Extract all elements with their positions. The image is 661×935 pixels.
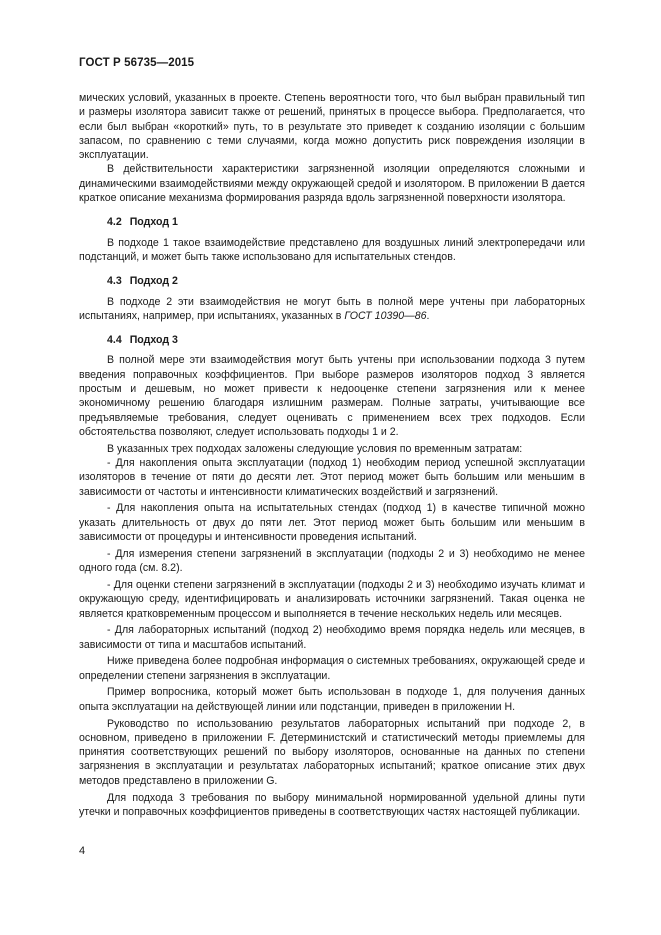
document-body xyxy=(79,91,585,819)
section-title: Подход 3 xyxy=(129,334,178,347)
text-run: . xyxy=(426,309,430,322)
section-4-4-paragraph-6: Для подхода 3 требования по выбору минимальной нормированной удельной длины пути утечки и поправочных коэффициентов приведены в соответствующих частях настоящей публикации. xyxy=(79,791,585,818)
section-number: 4.3 xyxy=(107,275,122,288)
text-run: В подходе 2 эти взаимодействия не могут быть в полной мере учтены при лабораторных испытаниях, например, при испытаниях, указанных в xyxy=(79,295,585,322)
list-item: - Для лабораторных испытаний (подход 2) необходимо время порядка недель или месяцев, в зависимости от типа и масштабов испытаний. xyxy=(79,624,585,651)
list-item: - Для накопления опыта эксплуатации (подход 1) необходим период успешной эксплуатации изоляторов в течение от пяти до десяти лет. Этот период может быть большим или меньшим в зависимости от частоты и интенсивности климатических воздействий и загрязнений. xyxy=(79,457,585,498)
section-4-4-paragraph-4: Пример вопросника, который может быть использован в подходе 1, для получения данных опыта эксплуатации на действующей линии или подстанции, приведен в приложении Н. xyxy=(79,686,585,713)
list-item: - Для измерения степени загрязнений в эксплуатации (подходы 2 и 3) необходимо не менее одного года (см. 8.2). xyxy=(79,547,585,575)
intro-paragraph-1: мических условий, указанных в проекте. Степень вероятности того, что был выбран правильный тип и размеры изолятора зависит также от решений, принятых в процессе выбора. Предполагается, что если был выбран «короткий» путь, то в результате это приведет к созданию изоляции с большим запасом, по сравнению с теми случаями, когда можно допустить риск повреждения изоляции в эксплуатации. xyxy=(79,92,585,162)
section-number: 4.4 xyxy=(107,334,122,347)
section-4-4-paragraph-5: Руководство по использованию результатов лабораторных испытаний при подходе 2, в основном, приведено в приложении F. Детерминистский и статистический методы приемлемы для принятия соответствующих решений по выбору изоляторов, основанные на данных по степени загрязнения в эксплуатации и результатах лабораторных испытаний; краткое описание этих двух методов представлено в приложении G. xyxy=(79,717,585,787)
list-item: - Для накопления опыта на испытательных стендах (подход 1) в качестве типичной можно указать длительность от двух до пяти лет. Этот период может быть большим или меньшим в зависимости от процедуры и интенсивности проведения испытаний. xyxy=(79,502,585,544)
section-title: Подход 2 xyxy=(129,275,178,288)
section-number: 4.2 xyxy=(107,216,122,229)
standard-reference: ГОСТ 10390—86 xyxy=(344,309,427,322)
section-4-4-paragraph-3: Ниже приведена более подробная информация о системных требованиях, окружающей среде и определении степени загрязнения в эксплуатации. xyxy=(79,655,585,682)
section-heading-4-2 xyxy=(107,215,585,229)
section-heading-4-4 xyxy=(107,333,585,347)
section-heading-4-3 xyxy=(107,274,585,288)
list-item: - Для оценки степени загрязнений в эксплуатации (подходы 2 и 3) необходимо изучать климат и окружающую среду, идентифицировать и анализировать источники загрязнений. Такая оценка не является кратковременным процессом и выполняется в течение нескольких недель или месяцев. xyxy=(79,578,585,620)
document-id-header: ГОСТ Р 56735—2015 xyxy=(79,57,195,69)
section-4-3-paragraph xyxy=(79,295,585,324)
section-4-4-paragraph-1: В полной мере эти взаимодействия могут быть учтены при использовании подхода 3 путем введения поправочных коэффициентов. При выборе размеров изоляторов подход 3 является простым и дешевым, но может привести к недооценке степени загрязнения или к менее экономичному решению благодаря излишним размерам. Полные затраты, учитывающие все предъявляемые требования, следует оценивать с применением всех трех подходов. Если обстоятельства позволяют, следует использовать подходы 1 и 2. xyxy=(79,354,585,438)
page-number: 4 xyxy=(79,845,86,857)
section-4-2-paragraph: В подходе 1 такое взаимодействие представлено для воздушных линий электропередачи или подстанций, и может быть также использовано для испытательных стендов. xyxy=(79,236,585,263)
section-title: Подход 1 xyxy=(129,216,178,229)
section-4-4-paragraph-2: В указанных трех подходах заложены следующие условия по временным затратам: xyxy=(107,442,523,455)
intro-paragraph-2: В действительности характеристики загрязненной изоляции определяются сложными и динамическими взаимодействиями между окружающей средой и изолятором. В приложении В дается краткое описание механизма формирования разряда вдоль загрязненной поверхности изолятора. xyxy=(79,163,585,205)
